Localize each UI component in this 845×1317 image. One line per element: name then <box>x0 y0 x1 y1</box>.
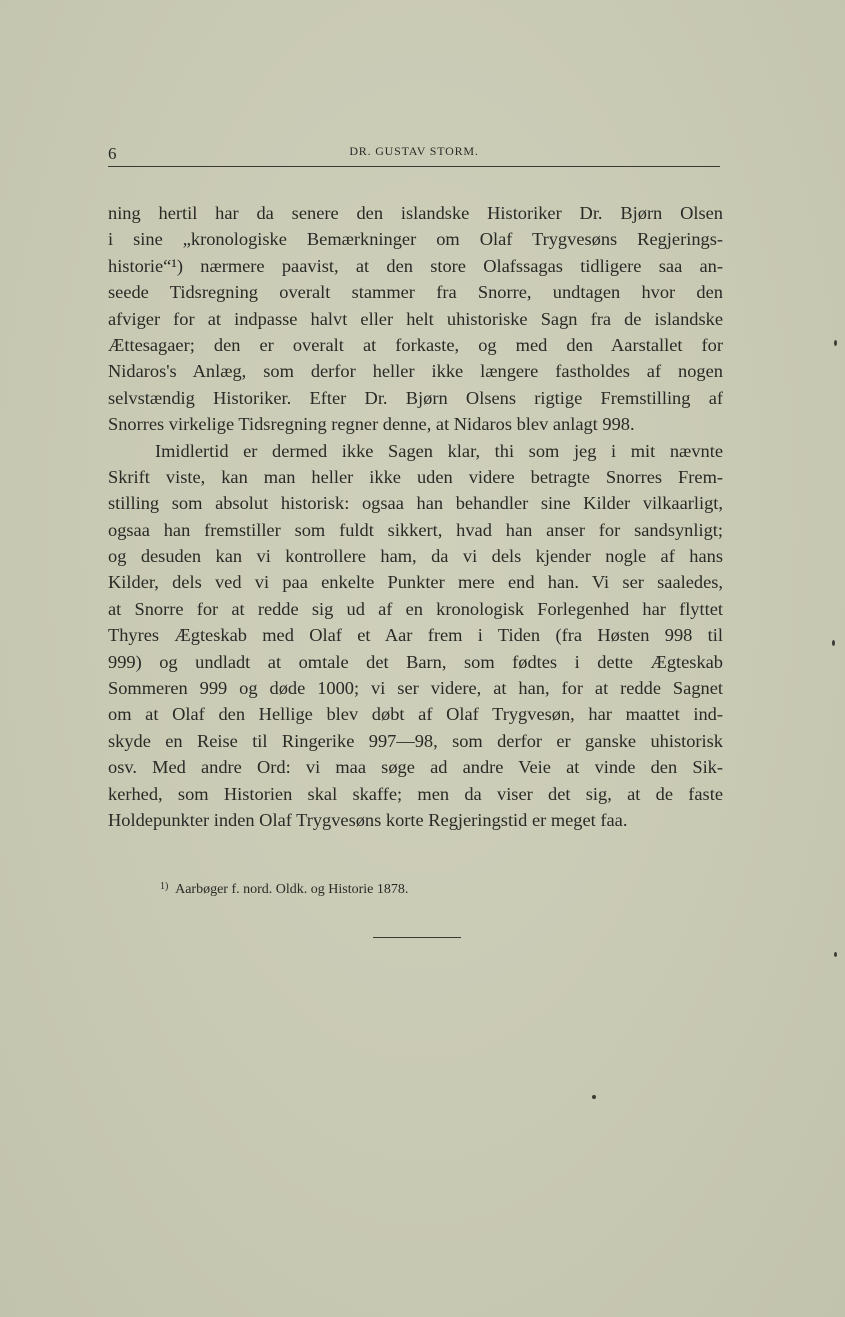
text-line: Skrift viste, kan man heller ikke uden videre betragte Snorres Frem- <box>108 466 723 487</box>
text-line: afviger for at indpasse halvt eller helt uhistoriske Sagn fra de islandske <box>108 308 723 329</box>
text-line: Nidaros's Anlæg, som derfor heller ikke længere fastholdes af nogen <box>108 361 723 382</box>
text-line: Thyres Ægteskab med Olaf et Aar frem i Tiden (fra Høsten 998 til <box>108 625 723 646</box>
page-header <box>108 140 720 164</box>
text-line: og desuden kan vi kontrollere ham, da vi dels kjender nogle af hans <box>108 546 723 567</box>
paper-speck <box>834 340 837 346</box>
footnote-marker: 1) <box>160 881 169 892</box>
text-line: Imidlertid er dermed ikke Sagen klar, thi som jeg i mit nævnte <box>155 440 723 461</box>
text-line: Holdepunkter inden Olaf Trygvesøns korte Regjeringstid er meget faa. <box>108 809 628 830</box>
body-text <box>108 200 723 833</box>
text-line: Snorres virkelige Tidsregning regner denne, at Nidaros blev anlagt 998. <box>108 414 635 435</box>
text-line: osv. Med andre Ord: vi maa søge ad andre Veie at vinde den Sik- <box>108 757 723 778</box>
text-line: 999) og undladt at omtale det Barn, som fødtes i dette Ægteskab <box>108 651 723 672</box>
text-line: Kilder, dels ved vi paa enkelte Punkter mere end han. Vi ser saaledes, <box>108 572 723 593</box>
text-line: ning hertil har da senere den islandske Historiker Dr. Bjørn Olsen <box>108 203 723 223</box>
text-line: Ættesagaer; den er overalt at forkaste, og med den Aarstallet for <box>108 334 723 355</box>
text-line: kerhed, som Historien skal skaffe; men da viser det sig, at de faste <box>108 783 723 804</box>
text-line: i sine „kronologiske Bemærkninger om Olaf Trygvesøns Regjerings- <box>108 229 723 250</box>
text-line: at Snorre for at redde sig ud af en kronologisk Forlegenhed har flyttet <box>108 598 723 619</box>
text-line: historie“¹) nærmere paavist, at den store Olafssagas tidligere saa an- <box>108 255 723 276</box>
footnote-text: Aarbøger f. nord. Oldk. og Historie 1878. <box>175 882 409 897</box>
text-line: selvstændig Historiker. Efter Dr. Bjørn Olsens rigtige Fremstilling af <box>108 387 723 408</box>
footnote <box>160 877 408 900</box>
text-line: om at Olaf den Hellige blev døbt af Olaf Trygvesøn, har maattet ind- <box>108 704 723 725</box>
end-rule <box>373 937 461 938</box>
text-line: Sommeren 999 og døde 1000; vi ser videre, at han, for at redde Sagnet <box>108 678 723 699</box>
paper-speck <box>592 1095 596 1099</box>
text-line: seede Tidsregning overalt stammer fra Snorre, undtagen hvor den <box>108 282 723 303</box>
text-line: ogsaa han fremstiller som fuldt sikkert, hvad han anser for sandsynligt; <box>108 519 723 540</box>
running-title: DR. GUSTAV STORM. <box>349 144 479 158</box>
page-number: 6 <box>108 144 117 163</box>
paper-speck <box>832 640 835 646</box>
header-rule <box>108 166 720 167</box>
text-line: skyde en Reise til Ringerike 997—98, som derfor er ganske uhistorisk <box>108 730 723 751</box>
text-line: stilling som absolut historisk: ogsaa han behandler sine Kilder vilkaarligt, <box>108 493 723 514</box>
paper-speck <box>834 952 837 957</box>
